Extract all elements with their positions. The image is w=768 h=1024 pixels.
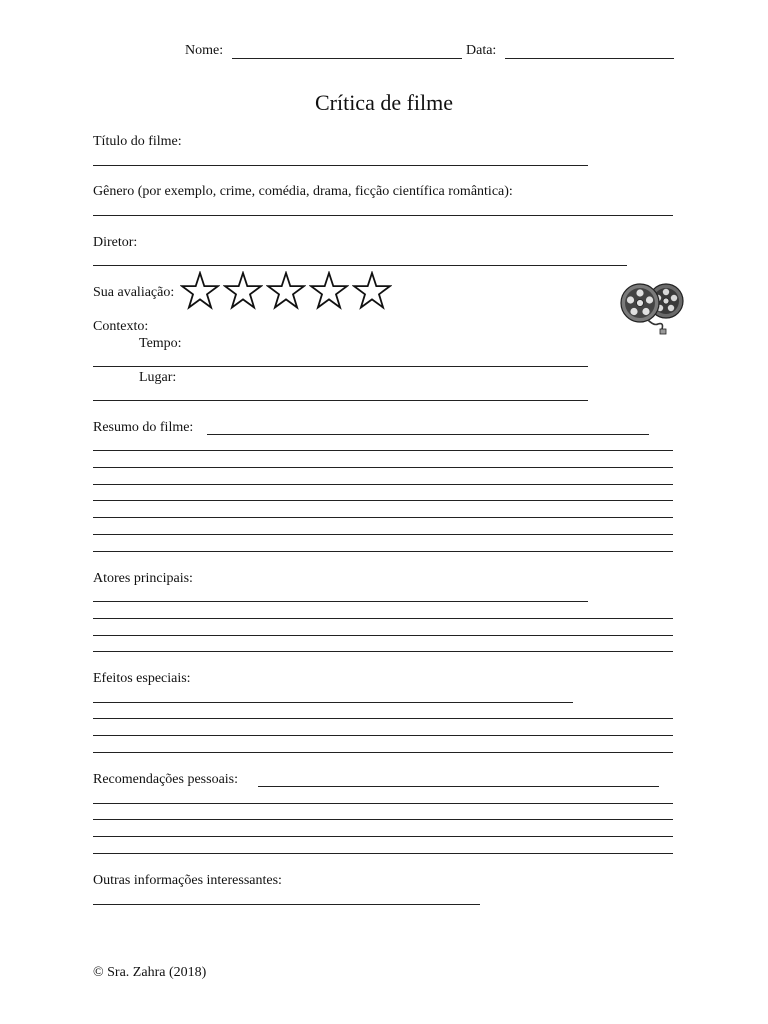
summary-line[interactable] [93, 500, 673, 501]
rating-stars[interactable] [180, 271, 392, 311]
effects-line[interactable] [93, 702, 573, 703]
director-line[interactable] [93, 265, 627, 266]
actors-line[interactable] [93, 651, 673, 652]
time-line[interactable] [93, 366, 588, 367]
star-outline-icon[interactable] [180, 271, 220, 311]
summary-line[interactable] [207, 434, 649, 435]
genre-label: Gênero (por exemplo, crime, comédia, drama, ficção científica romântica): [93, 184, 513, 199]
copyright-footer: © Sra. Zahra (2018) [93, 965, 207, 980]
star-outline-icon[interactable] [266, 271, 306, 311]
effects-line[interactable] [93, 752, 673, 753]
context-label: Contexto: [93, 319, 149, 334]
effects-line[interactable] [93, 718, 673, 719]
summary-line[interactable] [93, 450, 673, 451]
place-line[interactable] [93, 400, 588, 401]
recommendations-line[interactable] [93, 819, 673, 820]
rating-label: Sua avaliação: [93, 285, 175, 300]
star-outline-icon[interactable] [352, 271, 392, 311]
page-title: Crítica de filme [314, 90, 454, 115]
genre-line[interactable] [93, 215, 673, 216]
name-blank-line[interactable] [232, 58, 462, 59]
effects-label: Efeitos especiais: [93, 671, 191, 686]
actors-label: Atores principais: [93, 571, 193, 586]
summary-line[interactable] [93, 517, 673, 518]
name-label: Nome: [185, 43, 224, 58]
star-outline-icon[interactable] [223, 271, 263, 311]
director-label: Diretor: [93, 235, 138, 250]
date-label: Data: [466, 43, 497, 58]
recommendations-line[interactable] [93, 803, 673, 804]
recommendations-line[interactable] [258, 786, 659, 787]
effects-line[interactable] [93, 735, 673, 736]
other-info-label: Outras informações interessantes: [93, 873, 282, 888]
place-label: Lugar: [139, 370, 177, 385]
actors-line[interactable] [93, 618, 673, 619]
recommendations-line[interactable] [93, 853, 673, 854]
time-label: Tempo: [139, 336, 182, 351]
summary-line[interactable] [93, 484, 673, 485]
recommendations-line[interactable] [93, 836, 673, 837]
star-outline-icon[interactable] [309, 271, 349, 311]
film-reel-icon [618, 282, 686, 338]
summary-line[interactable] [93, 551, 673, 552]
actors-line[interactable] [93, 635, 673, 636]
recommendations-label: Recomendações pessoais: [93, 772, 239, 787]
movie-title-line[interactable] [93, 165, 588, 166]
other-info-line[interactable] [93, 904, 480, 905]
actors-line[interactable] [93, 601, 588, 602]
summary-line[interactable] [93, 534, 673, 535]
summary-line[interactable] [93, 467, 673, 468]
date-blank-line[interactable] [505, 58, 674, 59]
movie-title-label: Título do filme: [93, 134, 182, 149]
summary-label: Resumo do filme: [93, 420, 194, 435]
